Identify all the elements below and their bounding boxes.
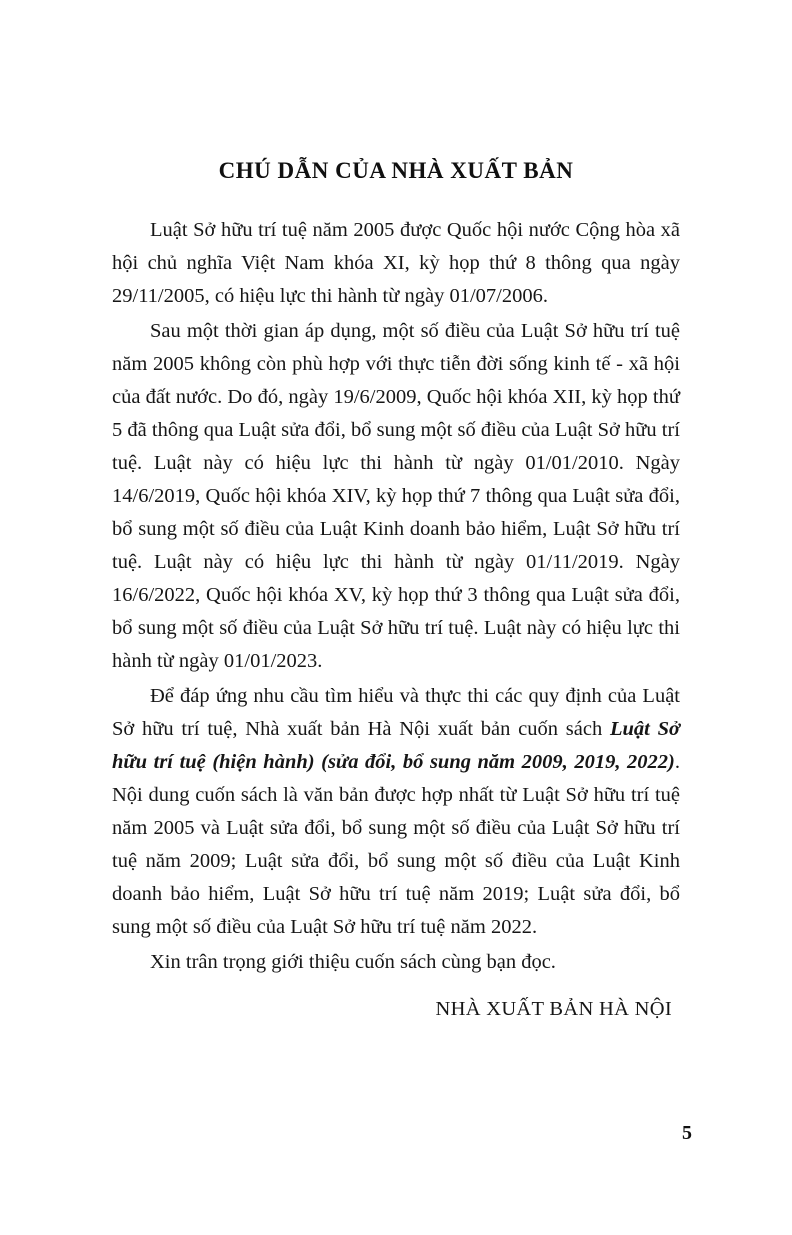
paragraph-3-lead: Để đáp ứng nhu cầu tìm hiểu và thực thi các quy định của Luật Sở hữu trí tuệ, Nhà xuất bản Hà Nội xuất bản cuốn sách: [112, 685, 680, 740]
paragraph-3-tail: . Nội dung cuốn sách là văn bản được hợp nhất từ Luật Sở hữu trí tuệ năm 2005 và Luật sửa đổi, bổ sung một số điều của Luật Sở hữu trí tuệ năm 2009; Luật sửa đổi, bổ sung một số điều của Luật Kinh doanh bảo hiểm, Luật Sở hữu trí tuệ năm 2019; Luật sửa đổi, bổ sung một số điều của Luật Sở hữu trí tuệ năm 2022.: [112, 751, 680, 938]
paragraph-intro-law-2005: Luật Sở hữu trí tuệ năm 2005 được Quốc hội nước Cộng hòa xã hội chủ nghĩa Việt Nam khóa XI, kỳ họp thứ 8 thông qua ngày 29/11/2005, có hiệu lực thi hành từ ngày 01/07/2006.: [112, 219, 680, 307]
page-title: CHÚ DẪN CỦA NHÀ XUẤT BẢN: [218, 158, 574, 183]
paragraph-book-description: [112, 680, 680, 944]
page-number: 5: [682, 1122, 692, 1144]
paragraph-closing: Xin trân trọng giới thiệu cuốn sách cùng bạn đọc.: [150, 951, 556, 973]
paragraph-amendments-history: Sau một thời gian áp dụng, một số điều của Luật Sở hữu trí tuệ năm 2005 không còn phù hợp với thực tiễn đời sống kinh tế - xã hội của đất nước. Do đó, ngày 19/6/2009, Quốc hội khóa XII, kỳ họp thứ 5 đã thông qua Luật sửa đổi, bổ sung một số điều của Luật Sở hữu trí tuệ. Luật này có hiệu lực thi hành từ ngày 01/01/2010. Ngày 14/6/2019, Quốc hội khóa XIV, kỳ họp thứ 7 thông qua Luật sửa đổi, bổ sung một số điều của Luật Kinh doanh bảo hiểm, Luật Sở hữu trí tuệ. Luật này có hiệu lực thi hành từ ngày 01/11/2019. Ngày 16/6/2022, Quốc hội khóa XV, kỳ họp thứ 3 thông qua Luật sửa đổi, bổ sung một số điều của Luật Sở hữu trí tuệ. Luật này có hiệu lực thi hành từ ngày 01/01/2023.: [112, 320, 680, 672]
book-title-emphasis: Luật Sở hữu trí tuệ (hiện hành) (sửa đổi, bổ sung năm 2009, 2019, 2022): [112, 718, 680, 773]
publisher-signature: NHÀ XUẤT BẢN HÀ NỘI: [435, 998, 672, 1020]
